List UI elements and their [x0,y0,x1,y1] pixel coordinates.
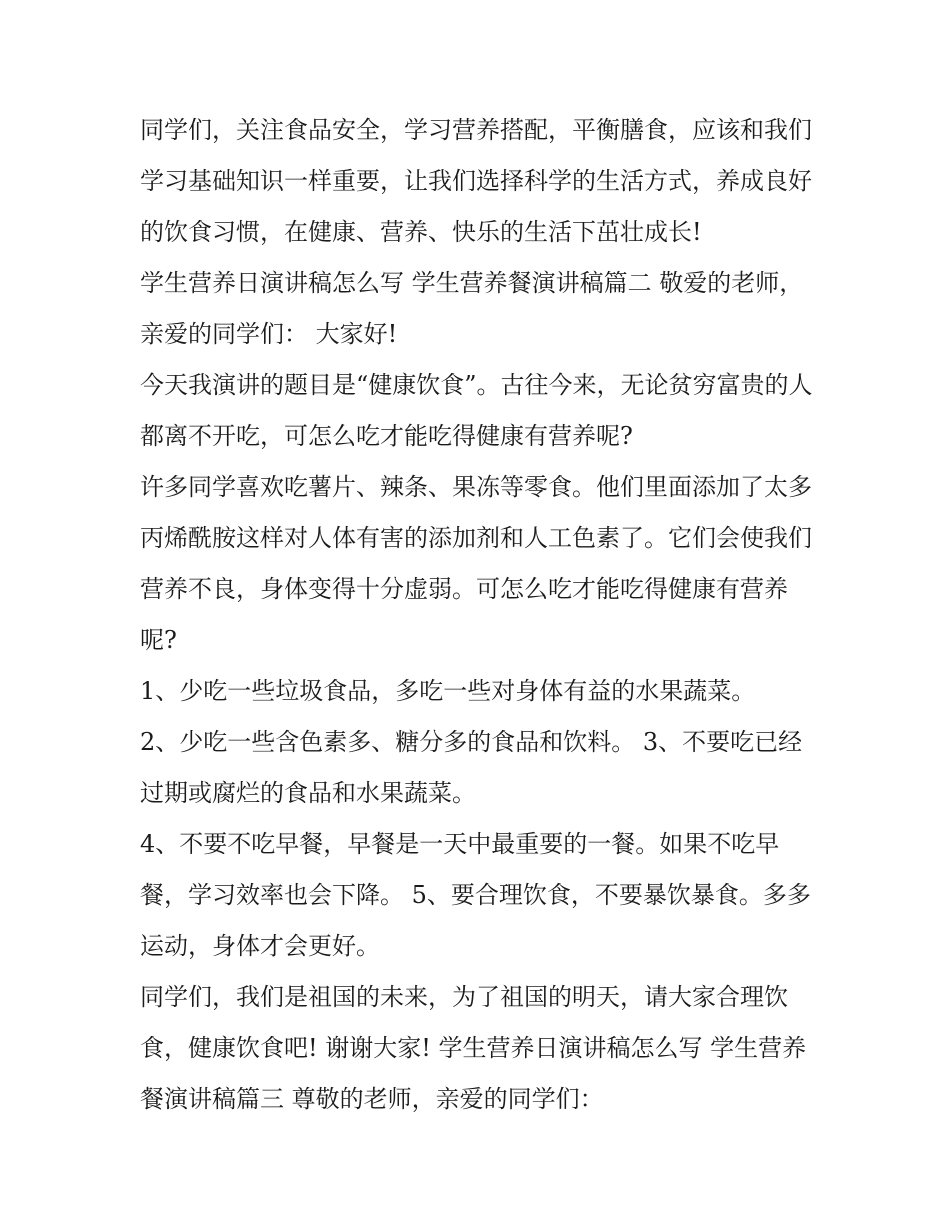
document-body [140,105,820,1125]
list-item-4-5: 4、不要不吃早餐，早餐是一天中最重要的一餐。如果不吃早餐，学习效率也会下降。 5、要合理饮食，不要暴饮暴食。多多运动，身体才会更好。 [140,830,811,960]
paragraph-conclusion: 同学们，我们是祖国的未来，为了祖国的明天，请大家合理饮食，健康饮食吧! 谢谢大家! 学生营养日演讲稿怎么写 学生营养餐演讲稿篇三 尊敬的老师，亲爱的同学们： [140,983,807,1113]
list-item-1: 1、少吃一些垃圾食品，多吃一些对身体有益的水果蔬菜。 [140,677,756,705]
list-item-2-3: 2、少吃一些含色素多、糖分多的食品和饮料。 3、不要吃已经过期或腐烂的食品和水果蔬菜。 [140,728,803,807]
paragraph-closing-advice: 同学们，关注食品安全，学习营养搭配，平衡膳食，应该和我们学习基础知识一样重要，让我们选择科学的生活方式，养成良好的饮食习惯，在健康、营养、快乐的生活下茁壮成长! [140,116,812,246]
paragraph-speech-two-heading: 学生营养日演讲稿怎么写 学生营养餐演讲稿篇二 敬爱的老师，亲爱的同学们： 大家好! [140,269,804,348]
paragraph-snacks: 许多同学喜欢吃薯片、辣条、果冻等零食。他们里面添加了太多丙烯酰胺这样对人体有害的添加剂和人工色素了。它们会使我们营养不良，身体变得十分虚弱。可怎么吃才能吃得健康有营养呢? [140,473,812,654]
paragraph-topic-intro: 今天我演讲的题目是“健康饮食”。古往今来，无论贫穷富贵的人都离不开吃，可怎么吃才能吃得健康有营养呢? [140,371,813,450]
